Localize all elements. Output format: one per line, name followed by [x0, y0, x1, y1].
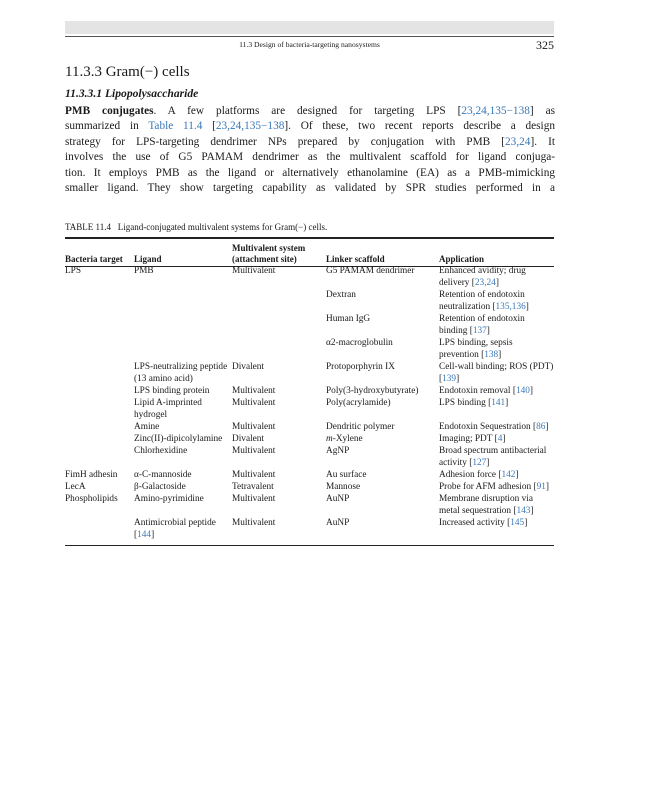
- text-run: ]: [529, 386, 534, 396]
- citation-link[interactable]: 143: [516, 506, 531, 516]
- text-run: ]: [525, 302, 529, 312]
- citation-link[interactable]: 23,24: [505, 135, 531, 148]
- text-run: tion. It employs PMB as the ligand or alternatively ethanolamine (EA) as a PMB-mimicking: [65, 166, 555, 179]
- cell-system: Multivalent: [232, 470, 276, 480]
- col-header: Multivalent system (attachment site): [232, 243, 306, 264]
- cell-target: [65, 361, 134, 385]
- citation-link[interactable]: 140: [515, 386, 530, 396]
- cell-linker: Poly(3-hydroxybutyrate): [326, 386, 419, 396]
- cell-target: [65, 517, 134, 541]
- text-run: Adhesion force [: [439, 470, 502, 480]
- cell-system: Multivalent: [232, 422, 276, 432]
- cell-system: Multivalent: [232, 386, 276, 396]
- text-run: ]: [495, 278, 499, 288]
- cell-application: [439, 313, 554, 337]
- cell-application: [439, 289, 554, 313]
- cell-application: [439, 445, 554, 469]
- cell-application: [439, 337, 554, 361]
- cell-system: [232, 313, 326, 337]
- cell-ligand: [134, 517, 232, 541]
- text-run: Cell-wall binding; ROS (PDT) [: [439, 362, 554, 384]
- citation-link[interactable]: 23,24,135−138: [215, 120, 285, 133]
- cell-system: [232, 337, 326, 361]
- paragraph-line: [65, 119, 555, 134]
- body-paragraph: [65, 104, 555, 196]
- citation-link[interactable]: 141: [491, 398, 506, 408]
- cell-ligand: Amino-pyrimidine: [134, 494, 204, 504]
- citation-link[interactable]: 23,24: [474, 278, 496, 288]
- table-row: [65, 361, 554, 385]
- page-number: 325: [536, 38, 554, 52]
- cell-linker: Protoporphyrin IX: [326, 362, 395, 372]
- cell-system: Tetravalent: [232, 482, 274, 492]
- cell-system: Multivalent: [232, 494, 276, 504]
- cell-target: [65, 385, 134, 397]
- cell-ligand: Lipid A-imprinted hydrogel: [134, 398, 202, 420]
- running-head: 11.3 Design of bacteria-targeting nanosystems: [239, 40, 380, 49]
- cell-application: [439, 469, 554, 481]
- cell-linker: Mannose: [326, 482, 361, 492]
- text-run: ]. It: [530, 135, 556, 148]
- data-table: [65, 240, 554, 541]
- cell-target: LecA: [65, 482, 86, 492]
- cell-target: [65, 397, 134, 421]
- cell-application: [439, 517, 554, 541]
- citation-link[interactable]: 145: [510, 518, 525, 528]
- text-run: ]: [486, 326, 490, 336]
- citation-link[interactable]: Table 11.4: [148, 120, 203, 133]
- citation-link[interactable]: 138: [484, 350, 499, 360]
- cell-ligand: Zinc(II)-dipicolylamine: [134, 434, 223, 444]
- text-run: . A few platforms are designed for targeting LPS [: [153, 105, 462, 117]
- col-header: Ligand: [134, 254, 162, 264]
- cell-ligand: Chlorhexidine: [134, 446, 188, 456]
- cell-linker: G5 PAMAM dendrimer: [326, 266, 415, 276]
- paragraph-line: [65, 181, 555, 196]
- text-run: summarized in: [65, 120, 149, 133]
- cell-system: Multivalent: [232, 518, 276, 528]
- text-run: ]: [502, 434, 506, 444]
- text-run: ] as: [529, 105, 555, 117]
- cell-ligand: PMB: [134, 266, 154, 276]
- text-run: Probe for AFM adhesion [: [439, 482, 537, 492]
- table-row: [65, 469, 554, 481]
- cell-application: [439, 265, 554, 289]
- cell-system: Divalent: [232, 362, 265, 372]
- cell-ligand: α-C-mannoside: [134, 470, 192, 480]
- citation-link[interactable]: 86: [536, 422, 546, 432]
- paragraph-line: [65, 135, 555, 150]
- citation-link[interactable]: 135,136: [495, 302, 526, 312]
- cell-linker: m-Xylene: [326, 434, 363, 444]
- table-bottom-rule: [65, 545, 554, 546]
- cell-target: [65, 445, 134, 469]
- text-run: LPS binding, sepsis prevention [: [439, 338, 513, 360]
- cell-ligand: [134, 313, 232, 337]
- cell-application: [439, 397, 554, 421]
- citation-link[interactable]: 142: [501, 470, 516, 480]
- text-run: Broad spectrum antibacterial activity [: [439, 446, 547, 468]
- text-run: involves the use of G5 PAMAM dendrimer as the multivalent scaffold for ligand conjuga-: [65, 151, 555, 164]
- text-run: LPS binding [: [439, 398, 492, 408]
- table-row: [65, 433, 554, 445]
- cell-target: FimH adhesin: [65, 470, 118, 480]
- section-heading: 11.3.3 Gram(−) cells: [65, 64, 190, 80]
- cell-target: [65, 337, 134, 361]
- table-row: [65, 289, 554, 313]
- cell-ligand: LPS binding protein: [134, 386, 210, 396]
- cell-ligand: β-Galactoside: [134, 482, 186, 492]
- cell-application: [439, 385, 554, 397]
- text-run: ]: [545, 422, 549, 432]
- cell-target: LPS: [65, 266, 82, 276]
- text-run: ]: [498, 350, 502, 360]
- cell-ligand: [134, 289, 232, 313]
- subsection-heading: 11.3.3.1 Lipopolysaccharide: [65, 87, 199, 100]
- table-row: [65, 265, 554, 289]
- text-run: Endotoxin Sequestration [: [439, 422, 537, 432]
- cell-system: [232, 289, 326, 313]
- citation-link[interactable]: 91: [536, 482, 546, 492]
- text-run: ]. Of these, two recent reports describe a design: [284, 120, 555, 133]
- table-top-rule: [65, 237, 554, 239]
- cell-linker: α2-macroglobulin: [326, 338, 393, 348]
- table-row: [65, 493, 554, 517]
- text-run: Membrane disruption via metal sequestration [: [439, 494, 533, 516]
- cell-linker: Au surface: [326, 470, 367, 480]
- cell-application: [439, 433, 554, 445]
- table-row: [65, 385, 554, 397]
- table-header-row: [65, 240, 554, 265]
- text-run: ]: [505, 398, 509, 408]
- table-label: TABLE 11.4: [65, 222, 111, 232]
- cell-target: [65, 289, 134, 313]
- citation-link[interactable]: 144: [137, 530, 152, 540]
- cell-application: [439, 361, 554, 385]
- cell-linker: Dendritic polymer: [326, 422, 395, 432]
- citation-link[interactable]: 4: [497, 434, 503, 444]
- run-in-heading: PMB conjugates: [65, 105, 154, 117]
- paragraph-line: [65, 104, 555, 119]
- table-row: [65, 397, 554, 421]
- table-row: [65, 445, 554, 469]
- cell-linker: Dextran: [326, 290, 356, 300]
- header-rule: [65, 36, 554, 37]
- text-run: [: [202, 120, 216, 133]
- table-caption: [65, 222, 327, 232]
- text-run: ]: [545, 482, 550, 492]
- cell-application: [439, 481, 554, 493]
- text-run: ]: [486, 458, 490, 468]
- cell-target: [65, 433, 134, 445]
- table-row: [65, 313, 554, 337]
- paragraph-line: [65, 166, 555, 181]
- cell-target: [65, 421, 134, 433]
- text-run: smaller ligand. They show targeting capability as validated by SPR studies performed in a: [65, 182, 555, 195]
- text-run: strategy for LPS-targeting dendrimer NPs prepared by conjugation with PMB [: [65, 135, 506, 148]
- text-run: Increased activity [: [439, 518, 511, 528]
- citation-link[interactable]: 23,24,135−138: [461, 105, 530, 117]
- text-run: ]: [524, 518, 528, 528]
- cell-ligand: Amine: [134, 422, 160, 432]
- table-row: [65, 421, 554, 433]
- text-run: ]: [515, 470, 519, 480]
- cell-system: Multivalent: [232, 266, 276, 276]
- cell-linker: AuNP: [326, 494, 350, 504]
- cell-system: Multivalent: [232, 398, 276, 408]
- cell-linker: Poly(acrylamide): [326, 398, 391, 408]
- cell-target: Phospholipids: [65, 494, 118, 504]
- cell-linker: AuNP: [326, 518, 350, 528]
- text-run: Retention of endotoxin neutralization [: [439, 290, 525, 312]
- table-row: [65, 517, 554, 541]
- citation-link[interactable]: 127: [472, 458, 487, 468]
- col-header: Bacteria target: [65, 254, 123, 264]
- citation-link[interactable]: 139: [442, 374, 457, 384]
- text-run: Imaging; PDT [: [439, 434, 498, 444]
- col-header: Application: [439, 254, 485, 264]
- paragraph-line: [65, 150, 555, 165]
- cell-linker: AgNP: [326, 446, 350, 456]
- top-header-bar: [65, 21, 554, 34]
- cell-ligand: [134, 337, 232, 361]
- table-caption-text: Ligand-conjugated multivalent systems for Gram(−) cells.: [117, 222, 328, 232]
- cell-application: [439, 493, 554, 517]
- cell-system: Divalent: [232, 434, 265, 444]
- table-row: [65, 481, 554, 493]
- cell-ligand: LPS-neutralizing peptide (13 amino acid): [134, 362, 228, 384]
- cell-system: Multivalent: [232, 446, 276, 456]
- cell-application: [439, 421, 554, 433]
- text-run: ]: [151, 530, 155, 540]
- text-run: Retention of endotoxin binding [: [439, 314, 525, 336]
- col-header: Linker scaffold: [326, 254, 385, 264]
- text-run: ]: [456, 374, 460, 384]
- cell-target: [65, 313, 134, 337]
- citation-link[interactable]: 137: [472, 326, 487, 336]
- text-run: Endotoxin removal [: [439, 386, 516, 396]
- text-run: ]: [530, 506, 534, 516]
- table-row: [65, 337, 554, 361]
- text-run: Enhanced avidity; drug delivery [: [439, 266, 526, 288]
- text-run: Antimicrobial peptide [: [134, 518, 216, 540]
- cell-linker: Human IgG: [326, 314, 371, 324]
